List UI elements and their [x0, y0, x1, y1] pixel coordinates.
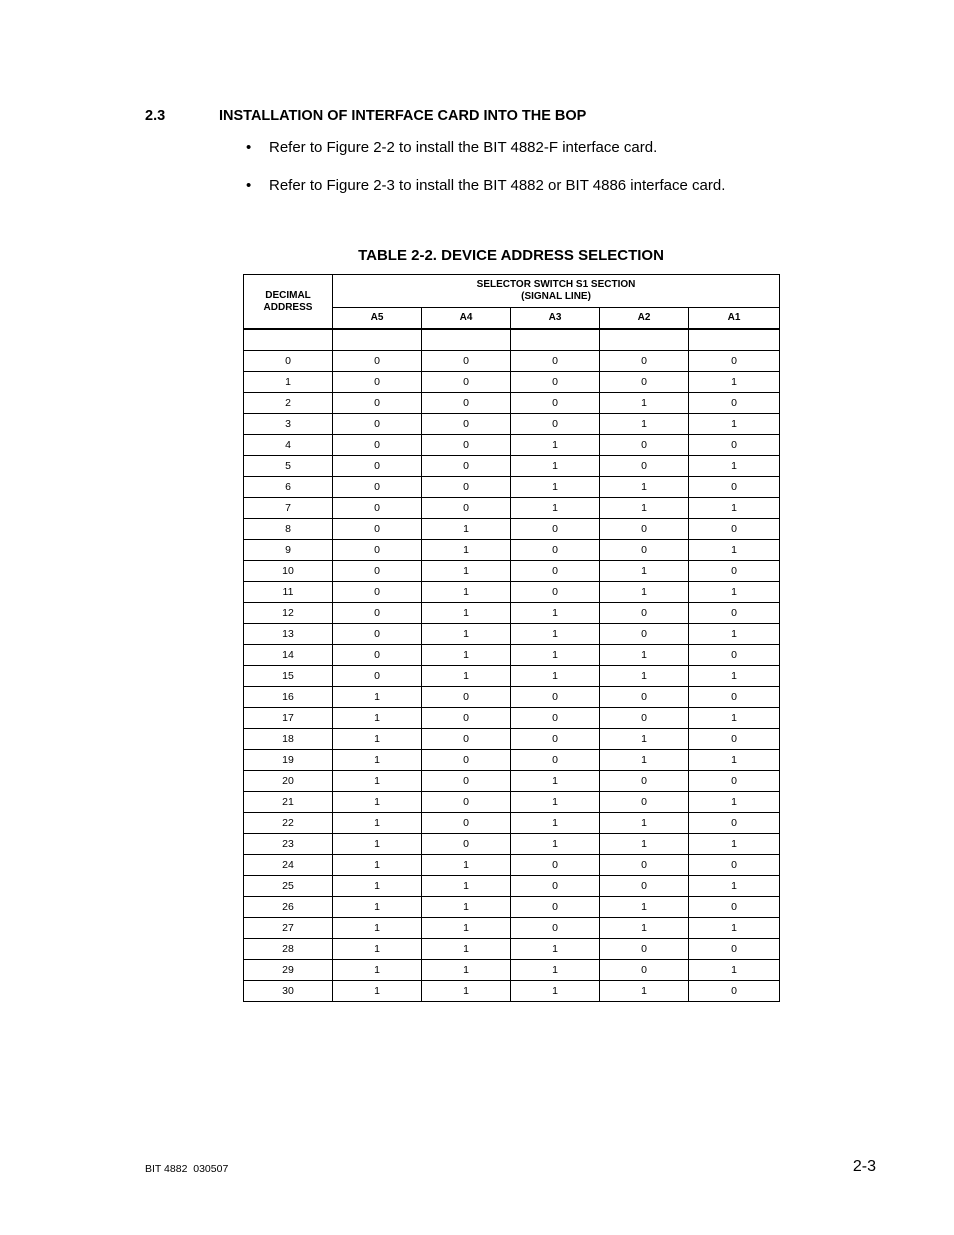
- switch-value-cell: 0: [422, 414, 511, 435]
- switch-value-cell: 1: [333, 897, 422, 918]
- switch-value-cell: 1: [600, 498, 689, 519]
- switch-value-cell: 0: [600, 792, 689, 813]
- switch-value-cell: 1: [422, 519, 511, 540]
- switch-value-cell: 0: [333, 645, 422, 666]
- switch-value-cell: 1: [600, 645, 689, 666]
- switch-value-cell: 1: [511, 792, 600, 813]
- switch-value-cell: 0: [600, 540, 689, 561]
- table-row: [244, 498, 780, 519]
- table-row: [244, 708, 780, 729]
- switch-value-cell: 0: [689, 855, 780, 876]
- table-row: [244, 414, 780, 435]
- switch-value-cell: 0: [333, 477, 422, 498]
- switch-value-cell: 0: [333, 624, 422, 645]
- switch-value-cell: 0: [511, 729, 600, 750]
- bullet-icon: •: [246, 177, 252, 194]
- switch-value-cell: 0: [689, 813, 780, 834]
- decimal-address-cell: 25: [244, 876, 333, 897]
- switch-value-cell: 0: [333, 414, 422, 435]
- switch-value-cell: 1: [600, 834, 689, 855]
- switch-value-cell: 0: [333, 456, 422, 477]
- switch-value-cell: 0: [511, 372, 600, 393]
- switch-value-cell: 0: [333, 498, 422, 519]
- switch-value-cell: 0: [600, 771, 689, 792]
- switch-value-cell: 0: [689, 939, 780, 960]
- switch-value-cell: 0: [422, 687, 511, 708]
- switch-value-cell: 0: [689, 645, 780, 666]
- switch-value-cell: 0: [511, 897, 600, 918]
- switch-value-cell: 0: [689, 435, 780, 456]
- column-header: A3: [511, 308, 600, 330]
- switch-value-cell: 1: [333, 729, 422, 750]
- decimal-address-cell: 30: [244, 981, 333, 1002]
- table-row: [244, 771, 780, 792]
- switch-value-cell: 1: [511, 435, 600, 456]
- switch-value-cell: 0: [689, 687, 780, 708]
- switch-value-cell: 0: [600, 456, 689, 477]
- decimal-address-cell: 20: [244, 771, 333, 792]
- switch-value-cell: 1: [511, 813, 600, 834]
- switch-value-cell: 0: [422, 729, 511, 750]
- switch-value-cell: 0: [422, 477, 511, 498]
- switch-value-cell: 1: [333, 813, 422, 834]
- decimal-address-cell: 26: [244, 897, 333, 918]
- decimal-address-cell: 15: [244, 666, 333, 687]
- switch-value-cell: 1: [511, 645, 600, 666]
- table-row: [244, 456, 780, 477]
- separator-cell: [689, 329, 780, 351]
- decimal-address-cell: 6: [244, 477, 333, 498]
- switch-value-cell: 0: [422, 351, 511, 372]
- table-row: [244, 792, 780, 813]
- switch-value-cell: 0: [511, 708, 600, 729]
- decimal-address-cell: 13: [244, 624, 333, 645]
- switch-value-cell: 1: [600, 750, 689, 771]
- header-decimal-address: [244, 275, 333, 330]
- switch-value-cell: 0: [600, 708, 689, 729]
- separator-cell: [600, 329, 689, 351]
- switch-value-cell: 1: [511, 771, 600, 792]
- decimal-address-cell: 4: [244, 435, 333, 456]
- switch-value-cell: 1: [511, 960, 600, 981]
- switch-value-cell: 1: [333, 855, 422, 876]
- switch-value-cell: 1: [689, 834, 780, 855]
- switch-value-cell: 1: [600, 918, 689, 939]
- switch-value-cell: 0: [333, 582, 422, 603]
- switch-value-cell: 1: [422, 939, 511, 960]
- switch-value-cell: 1: [333, 960, 422, 981]
- table-row: [244, 561, 780, 582]
- switch-value-cell: 1: [689, 372, 780, 393]
- decimal-address-cell: 1: [244, 372, 333, 393]
- switch-value-cell: 0: [422, 813, 511, 834]
- switch-value-cell: 1: [689, 876, 780, 897]
- switch-value-cell: 0: [511, 519, 600, 540]
- section-title: INSTALLATION OF INTERFACE CARD INTO THE BOP: [219, 108, 587, 124]
- switch-value-cell: 0: [333, 561, 422, 582]
- switch-value-cell: 0: [333, 351, 422, 372]
- page-number: 2-3: [852, 1158, 876, 1175]
- switch-value-cell: 0: [600, 603, 689, 624]
- separator-cell: [422, 329, 511, 351]
- switch-value-cell: 1: [600, 813, 689, 834]
- device-address-table: [243, 274, 780, 1002]
- decimal-address-cell: 3: [244, 414, 333, 435]
- table-row: [244, 477, 780, 498]
- table-row: [244, 750, 780, 771]
- switch-value-cell: 1: [422, 960, 511, 981]
- section-number: 2.3: [145, 108, 166, 124]
- switch-value-cell: 1: [689, 918, 780, 939]
- decimal-address-cell: 16: [244, 687, 333, 708]
- switch-value-cell: 0: [600, 351, 689, 372]
- switch-value-cell: 0: [422, 435, 511, 456]
- switch-value-cell: 1: [422, 897, 511, 918]
- switch-value-cell: 1: [689, 624, 780, 645]
- table-row: [244, 834, 780, 855]
- table-row: [244, 666, 780, 687]
- switch-value-cell: 0: [333, 540, 422, 561]
- switch-value-cell: 0: [333, 603, 422, 624]
- switch-value-cell: 1: [600, 897, 689, 918]
- decimal-address-cell: 19: [244, 750, 333, 771]
- switch-value-cell: 1: [600, 981, 689, 1002]
- column-header: A4: [422, 308, 511, 330]
- switch-value-cell: 0: [600, 624, 689, 645]
- switch-value-cell: 0: [689, 393, 780, 414]
- switch-value-cell: 1: [600, 477, 689, 498]
- decimal-address-cell: 24: [244, 855, 333, 876]
- table-row: [244, 645, 780, 666]
- table-row: [244, 918, 780, 939]
- separator-cell: [333, 329, 422, 351]
- switch-value-cell: 0: [333, 393, 422, 414]
- switch-value-cell: 1: [600, 582, 689, 603]
- switch-value-cell: 0: [422, 750, 511, 771]
- decimal-address-cell: 7: [244, 498, 333, 519]
- separator-cell: [511, 329, 600, 351]
- column-header: A2: [600, 308, 689, 330]
- switch-value-cell: 1: [422, 855, 511, 876]
- switch-value-cell: 1: [422, 666, 511, 687]
- switch-value-cell: 1: [689, 498, 780, 519]
- table-row: [244, 435, 780, 456]
- switch-value-cell: 1: [600, 414, 689, 435]
- switch-value-cell: 1: [689, 750, 780, 771]
- switch-value-cell: 0: [689, 981, 780, 1002]
- decimal-address-cell: 12: [244, 603, 333, 624]
- switch-value-cell: 0: [333, 435, 422, 456]
- header-group-line2: (SIGNAL LINE): [521, 291, 591, 302]
- table-row: [244, 876, 780, 897]
- table-row: [244, 960, 780, 981]
- column-header: A5: [333, 308, 422, 330]
- switch-value-cell: 0: [511, 750, 600, 771]
- bullet-icon: •: [246, 139, 252, 156]
- switch-value-cell: 1: [511, 981, 600, 1002]
- switch-value-cell: 1: [422, 603, 511, 624]
- switch-value-cell: 1: [333, 939, 422, 960]
- decimal-address-cell: 18: [244, 729, 333, 750]
- decimal-address-cell: 5: [244, 456, 333, 477]
- column-header: A1: [689, 308, 780, 330]
- table-row: [244, 603, 780, 624]
- table-row: [244, 624, 780, 645]
- switch-value-cell: 0: [422, 708, 511, 729]
- switch-value-cell: 1: [422, 876, 511, 897]
- switch-value-cell: 1: [689, 792, 780, 813]
- table-row: [244, 582, 780, 603]
- decimal-address-cell: 10: [244, 561, 333, 582]
- decimal-address-cell: 9: [244, 540, 333, 561]
- switch-value-cell: 0: [511, 561, 600, 582]
- switch-value-cell: 0: [422, 771, 511, 792]
- decimal-address-cell: 17: [244, 708, 333, 729]
- table-row: [244, 540, 780, 561]
- switch-value-cell: 0: [511, 393, 600, 414]
- switch-value-cell: 1: [689, 666, 780, 687]
- switch-value-cell: 0: [600, 960, 689, 981]
- table-row: [244, 855, 780, 876]
- switch-value-cell: 1: [511, 456, 600, 477]
- switch-value-cell: 1: [422, 981, 511, 1002]
- switch-value-cell: 0: [689, 897, 780, 918]
- switch-value-cell: 1: [422, 645, 511, 666]
- switch-value-cell: 0: [422, 456, 511, 477]
- switch-value-cell: 1: [511, 939, 600, 960]
- decimal-address-cell: 11: [244, 582, 333, 603]
- switch-value-cell: 1: [422, 561, 511, 582]
- switch-value-cell: 1: [511, 498, 600, 519]
- decimal-address-cell: 22: [244, 813, 333, 834]
- decimal-address-cell: 23: [244, 834, 333, 855]
- switch-value-cell: 1: [333, 687, 422, 708]
- decimal-address-cell: 2: [244, 393, 333, 414]
- switch-value-cell: 0: [422, 498, 511, 519]
- switch-value-cell: 0: [511, 918, 600, 939]
- switch-value-cell: 1: [333, 918, 422, 939]
- switch-value-cell: 1: [333, 792, 422, 813]
- switch-value-cell: 0: [333, 519, 422, 540]
- switch-value-cell: 1: [333, 750, 422, 771]
- table-row: [244, 813, 780, 834]
- switch-value-cell: 1: [511, 666, 600, 687]
- switch-value-cell: 0: [689, 351, 780, 372]
- table-body: [244, 329, 780, 1002]
- header-group-line1: SELECTOR SWITCH S1 SECTION: [476, 279, 636, 290]
- switch-value-cell: 0: [689, 771, 780, 792]
- switch-value-cell: 0: [422, 834, 511, 855]
- switch-value-cell: 1: [511, 603, 600, 624]
- table-row: [244, 687, 780, 708]
- switch-value-cell: 0: [689, 603, 780, 624]
- header-decimal-line2: ADDRESS: [263, 301, 313, 313]
- switch-value-cell: 0: [511, 351, 600, 372]
- switch-value-cell: 0: [600, 372, 689, 393]
- switch-value-cell: 0: [422, 393, 511, 414]
- switch-value-cell: 0: [333, 372, 422, 393]
- switch-value-cell: 1: [333, 834, 422, 855]
- switch-value-cell: 0: [689, 729, 780, 750]
- header-separator: [244, 329, 780, 351]
- switch-value-cell: 0: [689, 477, 780, 498]
- switch-value-cell: 0: [422, 372, 511, 393]
- switch-value-cell: 1: [333, 708, 422, 729]
- switch-value-cell: 1: [422, 624, 511, 645]
- decimal-address-cell: 8: [244, 519, 333, 540]
- instruction-text: Refer to Figure 2-2 to install the BIT 4882-F interface card.: [269, 139, 658, 156]
- table-row: [244, 372, 780, 393]
- switch-value-cell: 0: [511, 414, 600, 435]
- switch-value-cell: 0: [600, 687, 689, 708]
- switch-value-cell: 1: [689, 960, 780, 981]
- switch-value-cell: 0: [600, 939, 689, 960]
- switch-value-cell: 0: [511, 582, 600, 603]
- switch-value-cell: 1: [600, 729, 689, 750]
- switch-value-cell: 0: [511, 855, 600, 876]
- footer-doc-id: BIT 4882 030507: [145, 1163, 229, 1175]
- switch-value-cell: 1: [689, 708, 780, 729]
- switch-value-cell: 0: [600, 876, 689, 897]
- switch-value-cell: 1: [333, 771, 422, 792]
- table-row: [244, 519, 780, 540]
- separator-cell: [244, 329, 333, 351]
- table-row: [244, 939, 780, 960]
- switch-value-cell: 0: [600, 435, 689, 456]
- table-row: [244, 897, 780, 918]
- header-decimal-line1: DECIMAL: [265, 289, 311, 301]
- switch-value-cell: 1: [333, 876, 422, 897]
- switch-value-cell: 0: [689, 561, 780, 582]
- switch-value-cell: 0: [689, 519, 780, 540]
- switch-value-cell: 1: [511, 834, 600, 855]
- table-row: [244, 393, 780, 414]
- switch-value-cell: 0: [511, 687, 600, 708]
- switch-value-cell: 1: [689, 456, 780, 477]
- switch-value-cell: 0: [422, 792, 511, 813]
- switch-value-cell: 0: [600, 519, 689, 540]
- switch-value-cell: 1: [689, 414, 780, 435]
- table-caption: TABLE 2-2. DEVICE ADDRESS SELECTION: [358, 247, 664, 264]
- switch-value-cell: 1: [600, 666, 689, 687]
- decimal-address-cell: 27: [244, 918, 333, 939]
- decimal-address-cell: 0: [244, 351, 333, 372]
- switch-value-cell: 0: [600, 855, 689, 876]
- decimal-address-cell: 14: [244, 645, 333, 666]
- switch-value-cell: 1: [600, 393, 689, 414]
- switch-value-cell: 1: [422, 582, 511, 603]
- instruction-text: Refer to Figure 2-3 to install the BIT 4882 or BIT 4886 interface card.: [269, 177, 726, 194]
- switch-value-cell: 1: [511, 624, 600, 645]
- switch-value-cell: 0: [333, 666, 422, 687]
- switch-value-cell: 0: [511, 876, 600, 897]
- table-row: [244, 351, 780, 372]
- switch-value-cell: 1: [511, 477, 600, 498]
- switch-value-cell: 1: [600, 561, 689, 582]
- switch-value-cell: 1: [689, 582, 780, 603]
- decimal-address-cell: 21: [244, 792, 333, 813]
- switch-value-cell: 1: [422, 918, 511, 939]
- table-row: [244, 729, 780, 750]
- switch-value-cell: 1: [333, 981, 422, 1002]
- table-row: [244, 981, 780, 1002]
- switch-value-cell: 0: [511, 540, 600, 561]
- decimal-address-cell: 28: [244, 939, 333, 960]
- switch-value-cell: 1: [689, 540, 780, 561]
- header-selector-switch: [333, 275, 780, 308]
- switch-value-cell: 1: [422, 540, 511, 561]
- decimal-address-cell: 29: [244, 960, 333, 981]
